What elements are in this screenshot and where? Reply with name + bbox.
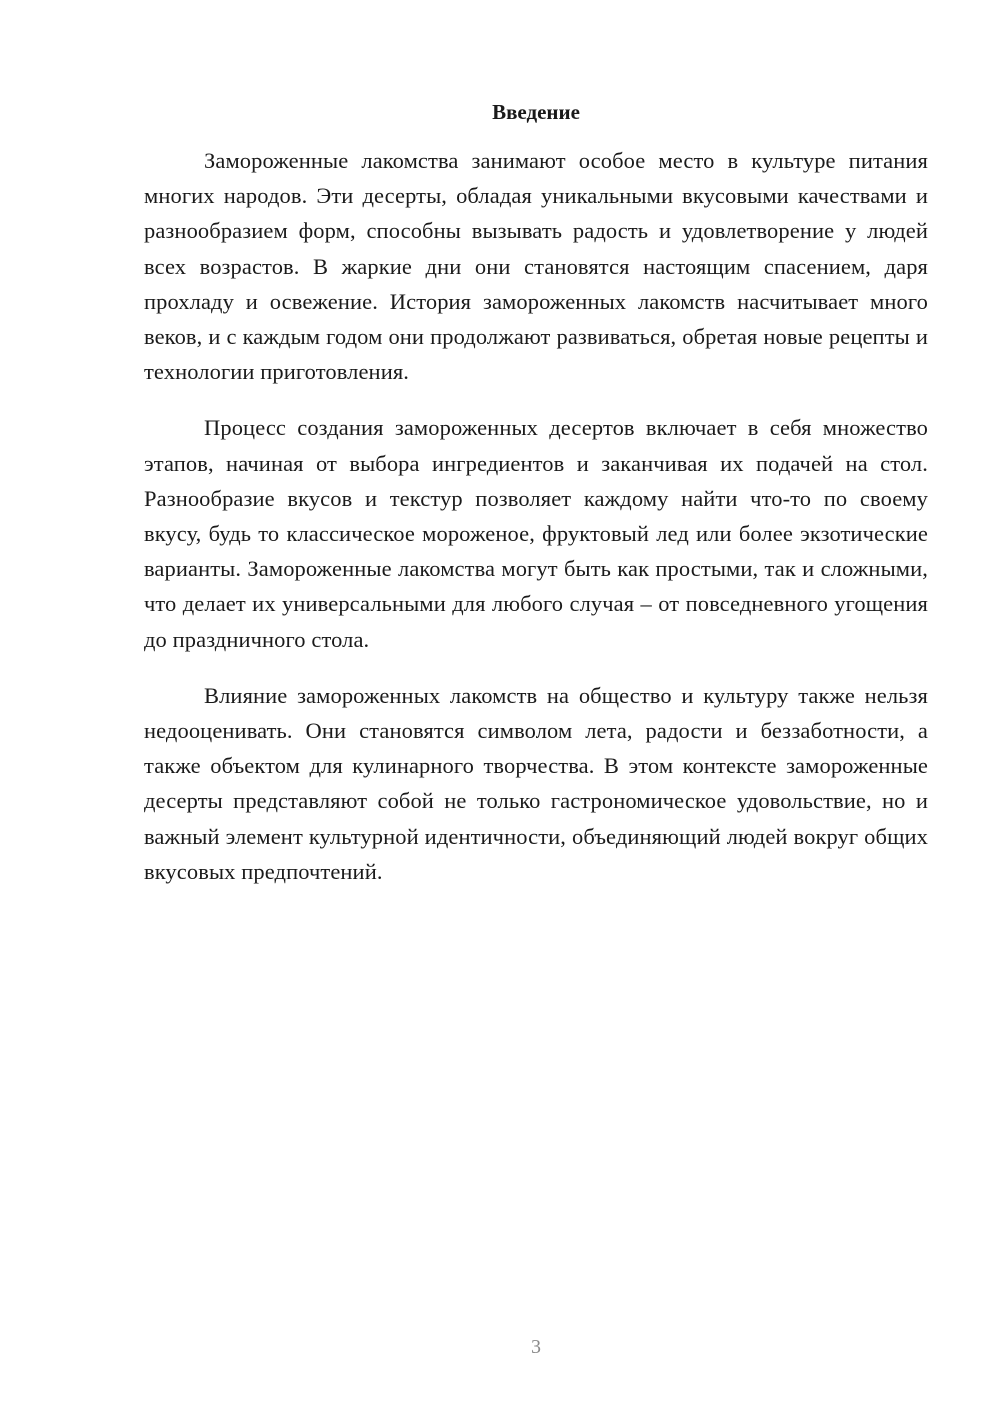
body-text [144, 143, 928, 889]
paragraph-2: Процесс создания замороженных десертов включает в себя множество этапов, начиная от выбора ингредиентов и заканчивая их подачей на стол. Разнообразие вкусов и текстур позволяет каждому найти что-то по своему вкусу, будь то классическое мороженое, фруктовый лед или более экзотические варианты. Замороженные лакомства могут быть как простыми, так и сложными, что делает их универсальными для любого случая – от повседневного угощения до праздничного стола. [144, 415, 928, 652]
paragraph-3: Влияние замороженных лакомств на общество и культуру также нельзя недооценивать. Они становятся символом лета, радости и беззаботности, а также объектом для кулинарного творчества. В этом контексте замороженные десерты представляют собой не только гастрономическое удовольствие, но и важный элемент культурной идентичности, объединяющий людей вокруг общих вкусовых предпочтений. [144, 682, 928, 884]
paragraph-1: Замороженные лакомства занимают особое место в культуре питания многих народов. Эти десерты, обладая уникальными вкусовыми качествами и разнообразием форм, способны вызывать радость и удовлетворение у людей всех возрастов. В жаркие дни они становятся настоящим спасением, даря прохладу и освежение. История замороженных лакомств насчитывает много веков, и с каждым годом они продолжают развиваться, обретая новые рецепты и технологии приготовления. [144, 148, 928, 385]
page-number: 3 [531, 1336, 541, 1358]
section-heading: Введение [492, 100, 580, 124]
